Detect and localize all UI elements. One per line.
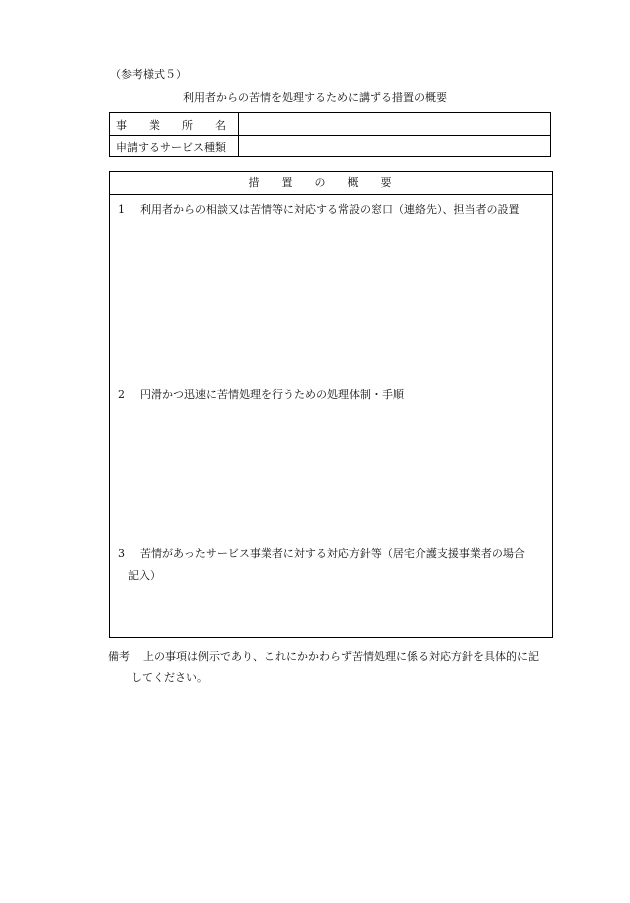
measure-1-answer-area[interactable]: [118, 224, 544, 379]
measure-item-1: [118, 199, 520, 221]
item-text: 利用者からの相談又は苦情等に対応する常設の窓口（連絡先）、担当者の設置: [140, 203, 520, 216]
document-title: 利用者からの苦情を処理するために講ずる措置の概要: [183, 91, 447, 104]
item-number: 1: [118, 203, 125, 216]
item-number: 3: [118, 547, 125, 560]
office-name-label: 事業所名: [116, 119, 248, 132]
item-text: 円滑かつ迅速に苦情処理を行うための処理体制・手順: [140, 388, 404, 401]
note-label: 備考: [108, 650, 130, 663]
item-number: 2: [118, 388, 125, 401]
office-name-row: [110, 113, 550, 136]
measures-summary-box: [109, 171, 553, 638]
table-divider: [238, 135, 239, 157]
service-type-field[interactable]: [240, 137, 548, 155]
note-text-line-1: 上の事項は例示であり、これにかかわらず苦情処理に係る対応方針を具体的に記: [143, 650, 539, 663]
item-text: 苦情があったサービス事業者に対する対応方針等（居宅介護支援事業者の場合: [140, 547, 525, 560]
note-text-line-2: してください。: [131, 671, 208, 684]
office-info-table: [109, 112, 551, 157]
measures-header: 措置の概要: [110, 172, 552, 195]
service-type-label: 申請するサービス種類: [116, 141, 226, 154]
measure-3-answer-area[interactable]: [118, 590, 544, 634]
form-label: （参考様式５）: [110, 68, 187, 81]
measure-2-answer-area[interactable]: [118, 409, 544, 539]
measure-item-2: [118, 384, 404, 406]
office-name-field[interactable]: [240, 115, 548, 133]
service-type-row: [110, 135, 550, 157]
table-divider: [238, 113, 239, 135]
measure-item-3-continuation: 記入）: [128, 569, 161, 582]
measure-item-3: [118, 543, 525, 565]
